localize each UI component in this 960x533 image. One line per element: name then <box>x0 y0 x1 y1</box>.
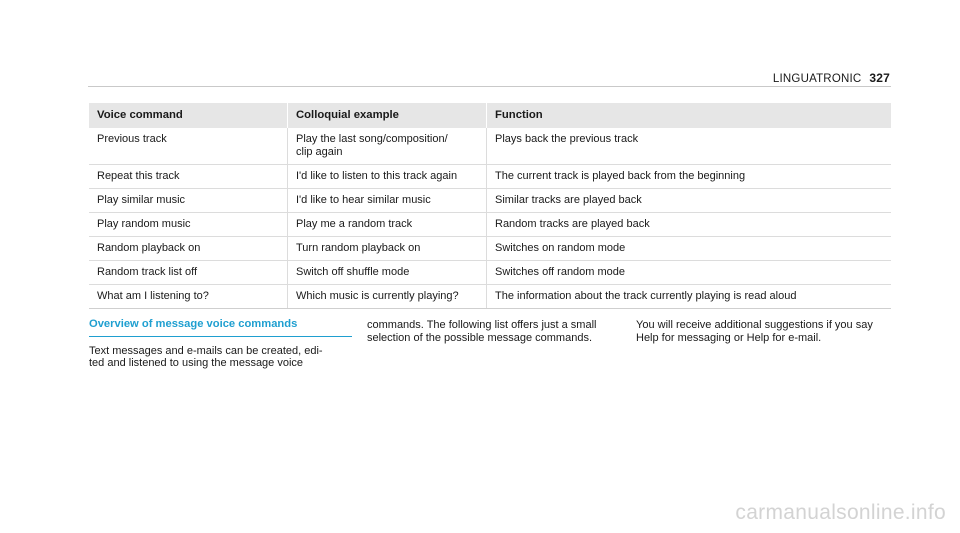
table-cell: Play similar music <box>89 189 288 213</box>
section-paragraph: You will receive additional suggestions if you say Help for messaging or Help for e-mail. <box>636 319 873 344</box>
section-title: Overview of message voice commands <box>89 318 352 337</box>
table-header-row <box>89 103 891 128</box>
table-row <box>89 261 891 285</box>
table-cell: I'd like to listen to this track again <box>288 165 487 189</box>
table-cell: Similar tracks are played back <box>487 189 892 213</box>
voice-command-table <box>89 103 891 309</box>
table-cell: Repeat this track <box>89 165 288 189</box>
table-cell: Play random music <box>89 213 288 237</box>
table-cell: Random playback on <box>89 237 288 261</box>
table-cell: Switches on random mode <box>487 237 892 261</box>
table-cell: Play me a random track <box>288 213 487 237</box>
table-row <box>89 237 891 261</box>
section-column-2 <box>367 319 622 344</box>
table-row <box>89 213 891 237</box>
table-row <box>89 189 891 213</box>
watermark: carmanualsonline.info <box>735 501 946 524</box>
table-cell: Random tracks are played back <box>487 213 892 237</box>
table-cell: Switches off random mode <box>487 261 892 285</box>
table-cell: Random track list off <box>89 261 288 285</box>
table-row <box>89 128 891 165</box>
table-cell: The information about the track currently playing is read aloud <box>487 285 892 309</box>
table-row <box>89 165 891 189</box>
table-cell: Plays back the previous track <box>487 128 892 165</box>
column-header-function: Function <box>487 103 892 128</box>
table-cell: Which music is currently playing? <box>288 285 487 309</box>
column-header-voice-command: Voice command <box>89 103 288 128</box>
table-cell: I'd like to hear similar music <box>288 189 487 213</box>
table-cell: Switch off shuffle mode <box>288 261 487 285</box>
table-cell: Previous track <box>89 128 288 165</box>
section-column-3 <box>636 319 894 344</box>
section-paragraph: Text messages and e-mails can be created, edi- ted and listened to using the message voice <box>89 344 323 369</box>
table-cell: Play the last song/composition/ clip again <box>288 128 487 165</box>
section-paragraph: commands. The following list offers just a small selection of the possible message commands. <box>367 319 597 344</box>
page-header <box>773 71 890 85</box>
header-divider <box>88 86 891 87</box>
table-cell: The current track is played back from the beginning <box>487 165 892 189</box>
section-name: LINGUATRONIC <box>772 73 862 85</box>
page-number: 327 <box>869 71 890 85</box>
table-cell: Turn random playback on <box>288 237 487 261</box>
column-header-colloquial-example: Colloquial example <box>288 103 487 128</box>
table-row <box>89 285 891 309</box>
section-column-1 <box>89 318 351 370</box>
table-cell: What am I listening to? <box>89 285 288 309</box>
